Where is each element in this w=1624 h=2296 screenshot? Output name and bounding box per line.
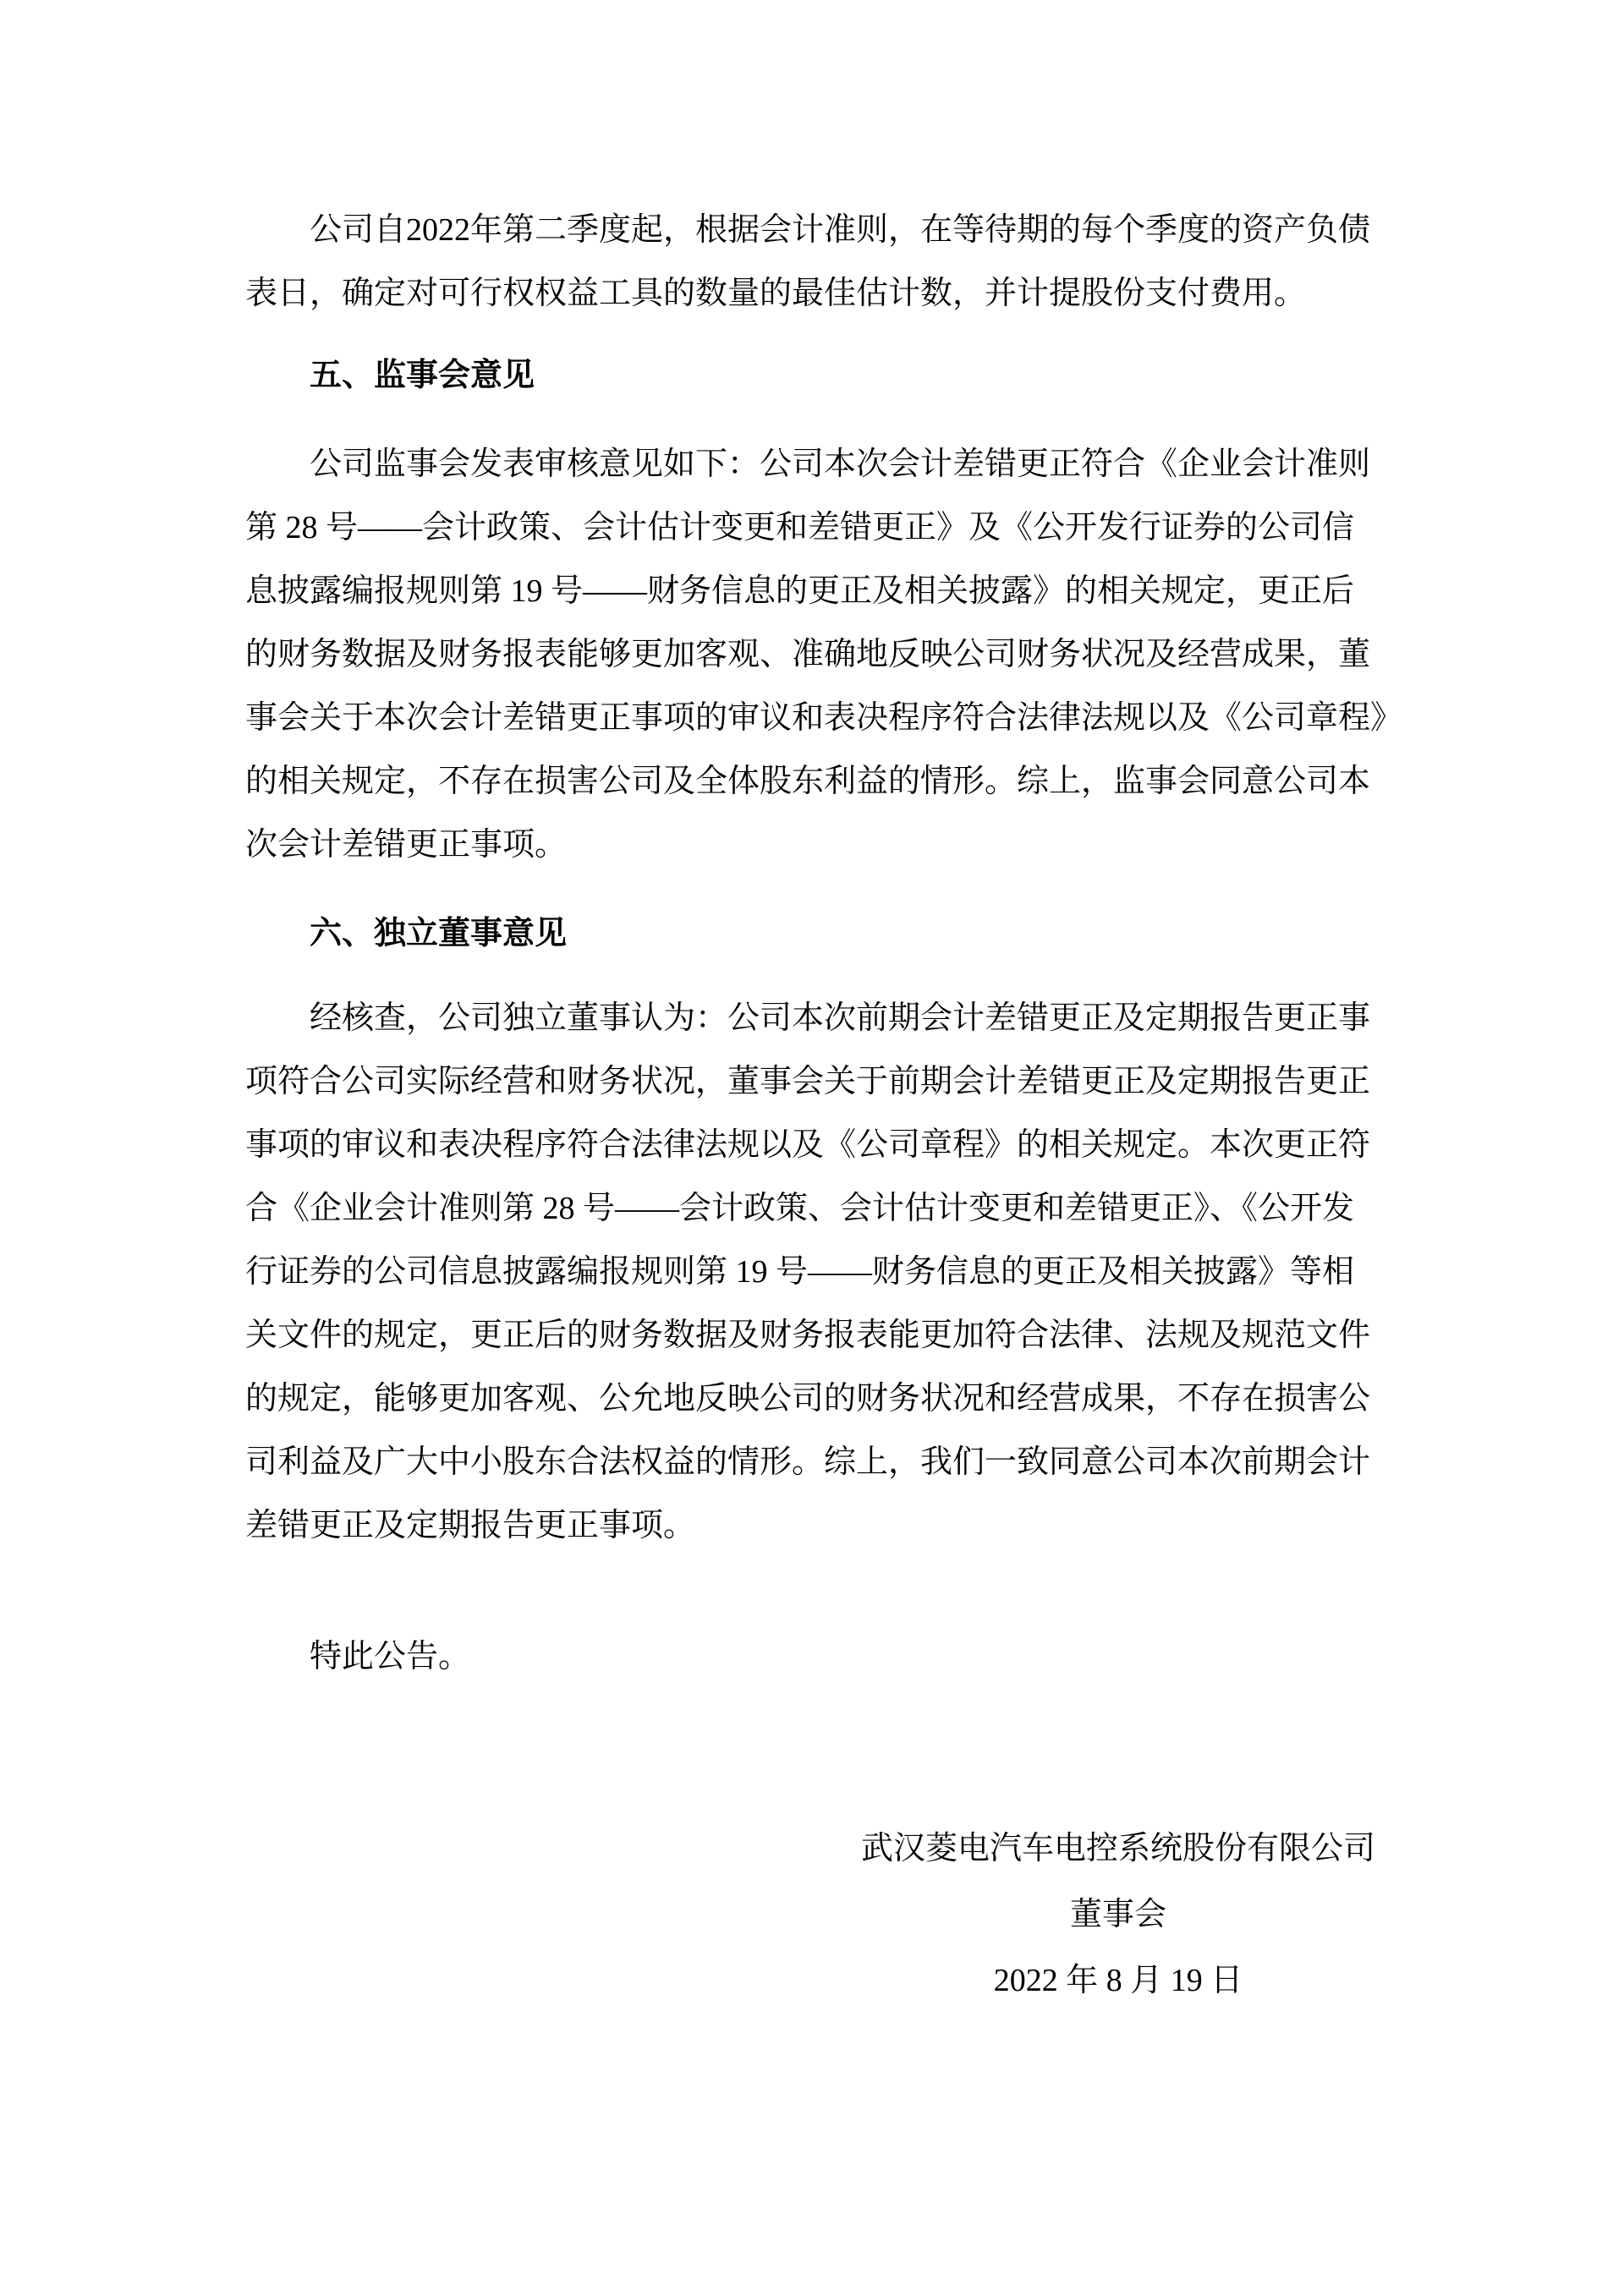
paragraph-line: 的规定，能够更加客观、公允地反映公司的财务状况和经营成果，不存在损害公 <box>245 1381 1371 1417</box>
paragraph-line: 司利益及广大中小股东合法权益的情形。综上，我们一致同意公司本次前期会计 <box>245 1444 1371 1480</box>
paragraph-share-payment <box>245 199 1384 326</box>
signature-board-of-directors: 董事会 <box>1069 1897 1166 1932</box>
paragraph-line: 合《企业会计准则第 28 号——会计政策、会计估计变更和差错更正》、《公开发 <box>245 1191 1355 1226</box>
paragraph-line: 第 28 号——会计政策、会计估计变更和差错更正》及《公开发行证券的公司信 <box>245 510 1355 545</box>
document-body <box>245 199 1403 2014</box>
paragraph-independent-directors-opinion <box>245 987 1384 1558</box>
signature-date: 2022 年 8 月 19 日 <box>993 1963 1243 1998</box>
paragraph-line: 关文件的规定，更正后的财务数据及财务报表能更加符合法律、法规及规范文件 <box>245 1318 1371 1353</box>
paragraph-line: 公司监事会发表审核意见如下：公司本次会计差错更正符合《企业会计准则 <box>310 447 1371 482</box>
paragraph-supervisory-board-opinion <box>245 433 1403 877</box>
signature-company-name: 武汉菱电汽车电控系统股份有限公司 <box>860 1831 1375 1866</box>
paragraph-line: 公司自2022年第二季度起，根据会计准则，在等待期的每个季度的资产负债 <box>310 212 1371 248</box>
paragraph-line: 事会关于本次会计差错更正事项的审议和表决程序符合法律法规以及《公司章程》 <box>245 700 1403 736</box>
paragraph-line: 次会计差错更正事项。 <box>245 827 568 863</box>
section-heading-supervisory-board-opinion: 五、监事会意见 <box>310 358 535 393</box>
paragraph-line: 行证券的公司信息披露编报规则第 19 号——财务信息的更正及相关披露》等相 <box>245 1254 1355 1290</box>
paragraph-line: 差错更正及定期报告更正事项。 <box>245 1508 696 1543</box>
section-heading-independent-directors-opinion: 六、独立董事意见 <box>310 916 568 951</box>
paragraph-line: 经核查，公司独立董事认为：公司本次前期会计差错更正及定期报告更正事 <box>310 1000 1371 1036</box>
closing-announcement-line: 特此公告。 <box>310 1639 471 1674</box>
paragraph-line: 表日，确定对可行权权益工具的数量的最佳估计数，并计提股份支付费用。 <box>245 276 1307 311</box>
paragraph-line: 事项的审议和表决程序符合法律法规以及《公司章程》的相关规定。本次更正符 <box>245 1127 1371 1163</box>
paragraph-line: 的财务数据及财务报表能够更加客观、准确地反映公司财务状况及经营成果，董 <box>245 637 1371 672</box>
paragraph-line: 的相关规定，不存在损害公司及全体股东利益的情形。综上，监事会同意公司本 <box>245 764 1371 799</box>
paragraph-line: 项符合公司实际经营和财务状况，董事会关于前期会计差错更正及定期报告更正 <box>245 1064 1371 1099</box>
paragraph-line: 息披露编报规则第 19 号——财务信息的更正及相关披露》的相关规定，更正后 <box>245 573 1355 609</box>
signature-block <box>856 1816 1380 2014</box>
